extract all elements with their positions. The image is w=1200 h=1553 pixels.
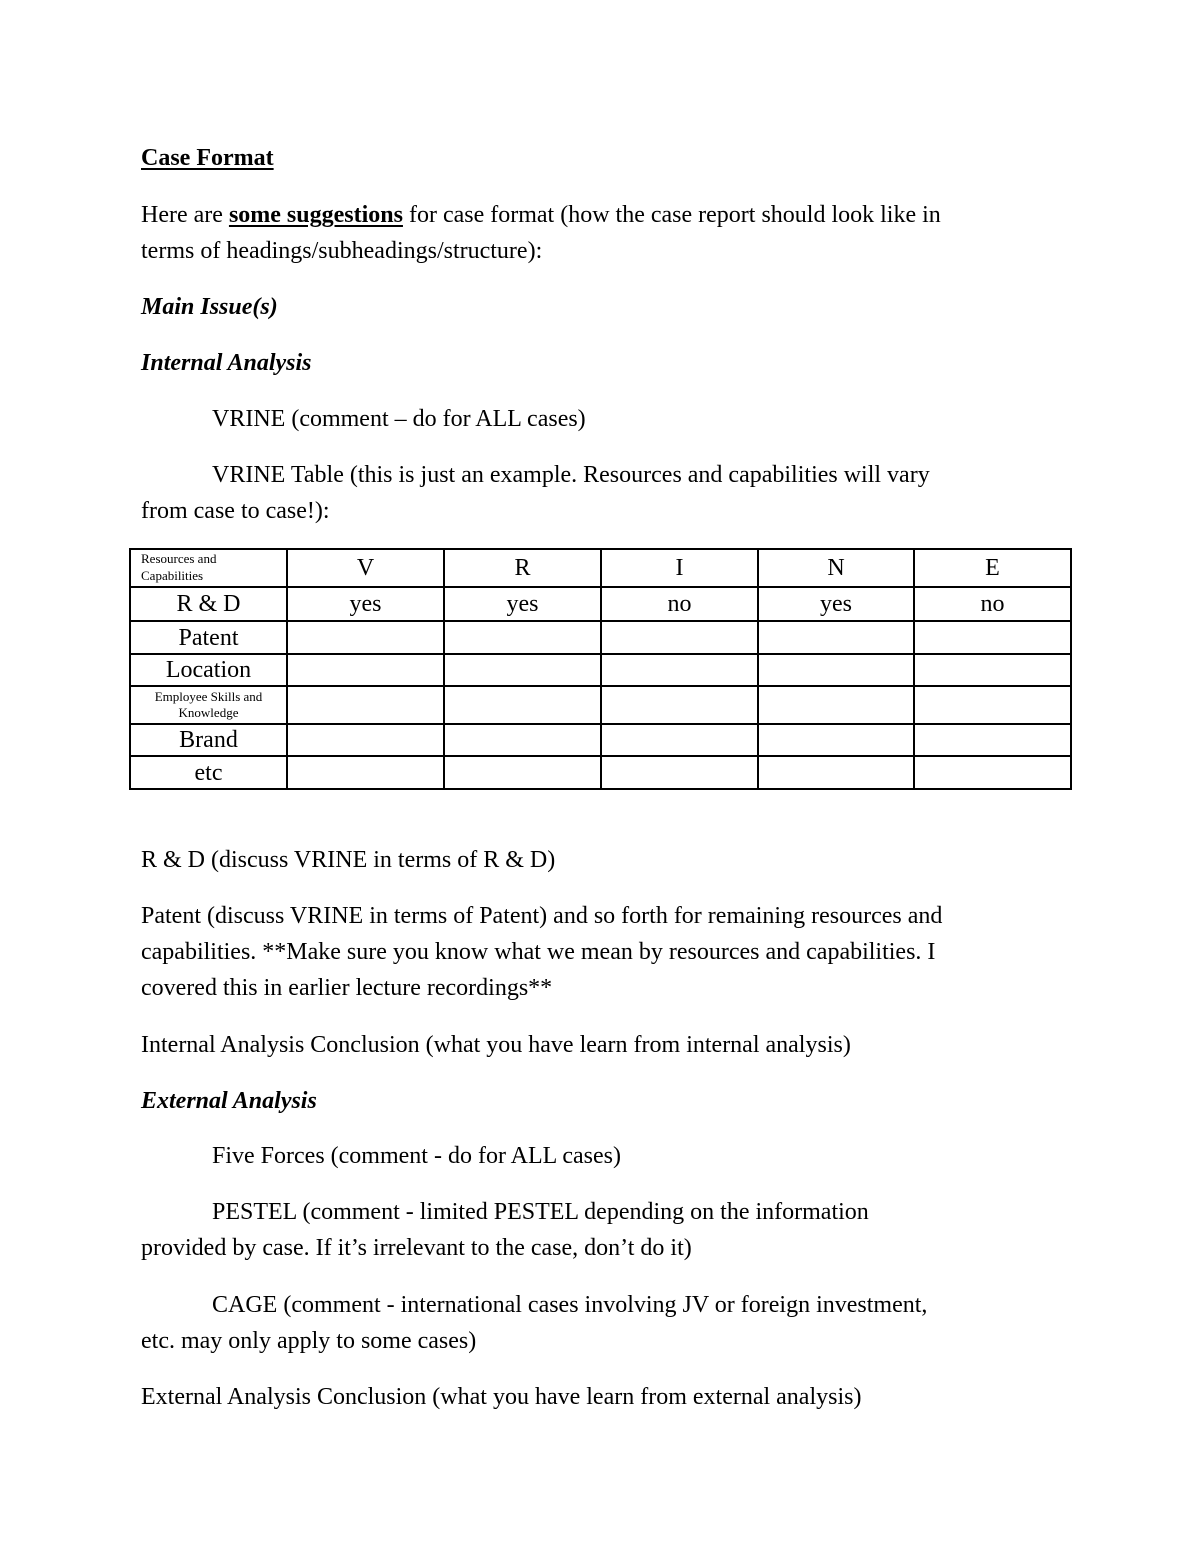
- rd-paragraph: R & D (discuss VRINE in terms of R & D): [141, 847, 556, 873]
- vrine-comment: VRINE (comment – do for ALL cases): [212, 406, 586, 432]
- patent-line-1: Patent (discuss VRINE in terms of Patent) and so forth for remaining resources and: [141, 903, 943, 929]
- patent-line-2: capabilities. **Make sure you know what we mean by resources and capabilities. I: [141, 939, 936, 965]
- table-cell: [758, 654, 914, 686]
- table-cell: [287, 724, 444, 756]
- pestel-line-1: PESTEL (comment - limited PESTEL depending on the information: [212, 1199, 869, 1225]
- table-cell: [914, 621, 1071, 654]
- table-row: [130, 724, 1071, 756]
- vrine-table-line-1: VRINE Table (this is just an example. Resources and capabilities will vary: [212, 462, 930, 488]
- intro-emphasis: some suggestions: [228, 202, 403, 228]
- internal-conclusion: Internal Analysis Conclusion (what you have learn from internal analysis): [141, 1032, 851, 1058]
- table-cell: yes: [758, 587, 914, 621]
- table-cell: [758, 686, 914, 724]
- table-cell: [287, 621, 444, 654]
- row-label: Patent: [130, 621, 287, 654]
- table-cell: [287, 686, 444, 724]
- table-cell: [914, 654, 1071, 686]
- five-forces-line: Five Forces (comment - do for ALL cases): [212, 1143, 621, 1169]
- table-cell: [601, 724, 758, 756]
- table-cell: [914, 724, 1071, 756]
- vrine-table-line-2: from case to case!):: [141, 498, 330, 524]
- external-analysis-heading: External Analysis: [141, 1088, 317, 1114]
- table-header-row: [130, 549, 1071, 587]
- header-v: V: [287, 549, 444, 587]
- internal-analysis-heading: Internal Analysis: [141, 350, 312, 376]
- row-label: Employee Skills and Knowledge: [130, 686, 287, 724]
- table-cell: [601, 621, 758, 654]
- intro-before: Here are: [141, 202, 229, 228]
- intro-line-1: [141, 203, 941, 227]
- row-label: R & D: [130, 587, 287, 621]
- row-label: etc: [130, 756, 287, 789]
- table-cell: [601, 756, 758, 789]
- header-i: I: [601, 549, 758, 587]
- corner-cell: Resources and Capabilities: [130, 549, 287, 587]
- table-cell: no: [601, 587, 758, 621]
- row-label: Brand: [130, 724, 287, 756]
- table-cell: [287, 756, 444, 789]
- table-cell: [758, 724, 914, 756]
- intro-after: for case format (how the case report should look like in: [402, 202, 941, 228]
- table-cell: [444, 686, 601, 724]
- table-row: [130, 621, 1071, 654]
- vrine-table: [129, 548, 1072, 790]
- table-cell: [758, 621, 914, 654]
- table-cell: yes: [444, 587, 601, 621]
- table-cell: [914, 686, 1071, 724]
- main-issues-heading: Main Issue(s): [141, 294, 278, 320]
- table-cell: yes: [287, 587, 444, 621]
- table-cell: [758, 756, 914, 789]
- table-cell: [444, 756, 601, 789]
- pestel-line-2: provided by case. If it’s irrelevant to the case, don’t do it): [141, 1235, 692, 1261]
- header-n: N: [758, 549, 914, 587]
- table-row: [130, 587, 1071, 621]
- header-e: E: [914, 549, 1071, 587]
- external-conclusion: External Analysis Conclusion (what you have learn from external analysis): [141, 1384, 862, 1410]
- table-cell: [444, 654, 601, 686]
- table-cell: [444, 724, 601, 756]
- table-cell: [914, 756, 1071, 789]
- table-row: [130, 654, 1071, 686]
- table-cell: [601, 686, 758, 724]
- table-cell: [287, 654, 444, 686]
- intro-line-2: terms of headings/subheadings/structure):: [141, 238, 543, 264]
- cage-line-2: etc. may only apply to some cases): [141, 1328, 477, 1354]
- table-cell: [601, 654, 758, 686]
- patent-line-3: covered this in earlier lecture recordings**: [141, 975, 553, 1001]
- table-row: [130, 756, 1071, 789]
- header-r: R: [444, 549, 601, 587]
- table-cell: [444, 621, 601, 654]
- cage-line-1: CAGE (comment - international cases involving JV or foreign investment,: [212, 1292, 928, 1318]
- table-cell: no: [914, 587, 1071, 621]
- document-title: Case Format: [141, 145, 274, 171]
- row-label: Location: [130, 654, 287, 686]
- table-row: [130, 686, 1071, 724]
